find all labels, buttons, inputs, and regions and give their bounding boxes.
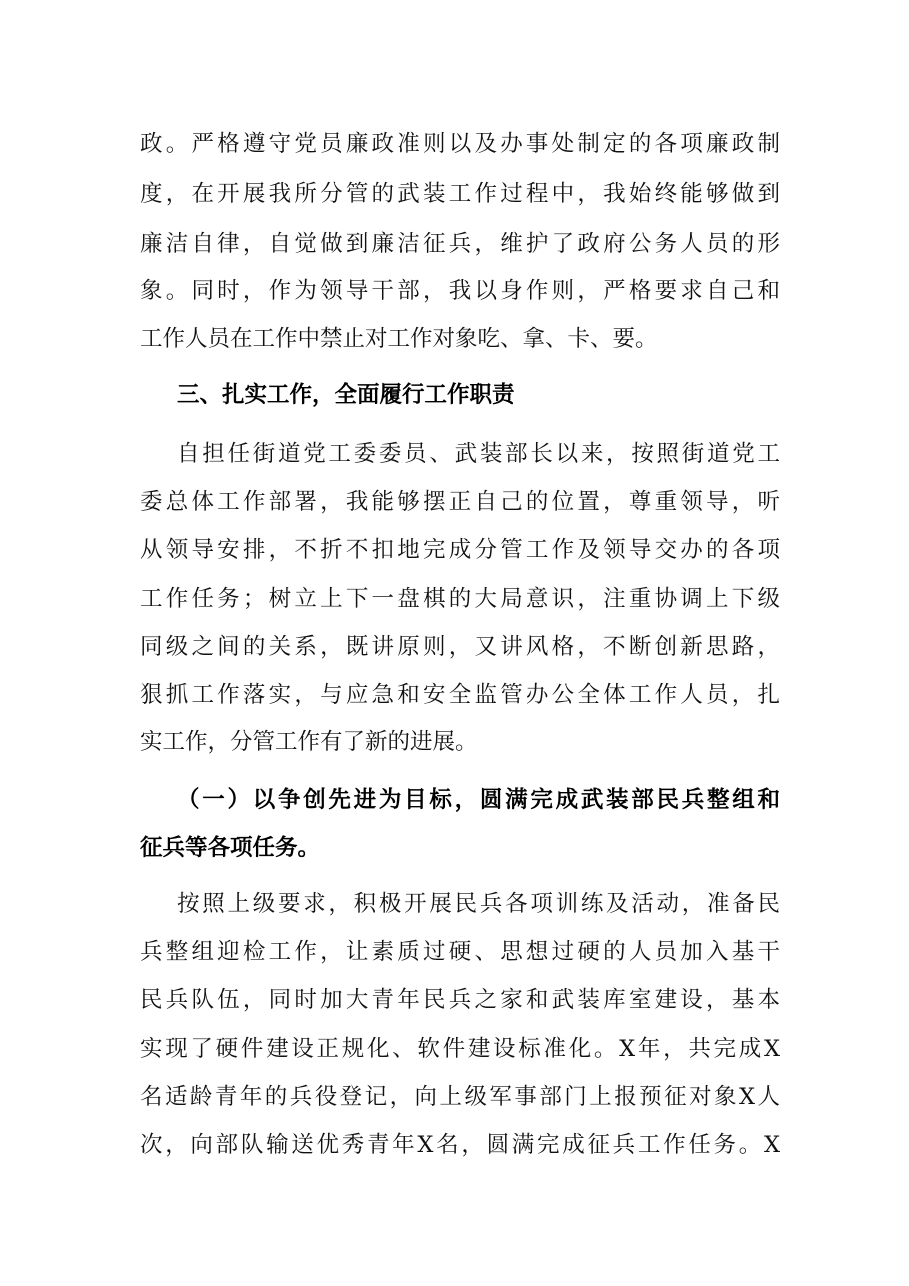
paragraph-line: 兵整组迎检工作，让素质过硬、思想过硬的人员加入基干	[140, 939, 780, 965]
subsection-heading: 征兵等各项任务。	[140, 835, 321, 861]
paragraph-line: 政。严格遵守党员廉政准则以及办事处制定的各项廉政制	[140, 131, 780, 157]
paragraph-line: 工作任务；树立上下一盘棋的大局意识，注重协调上下级	[140, 586, 780, 612]
paragraph-line: 从领导安排，不折不扣地完成分管工作及领导交办的各项	[140, 537, 780, 563]
paragraph-line: 委总体工作部署，我能够摆正自己的位置，尊重领导，听	[140, 489, 780, 515]
paragraph-line: 象。同时，作为领导干部，我以身作则，严格要求自己和	[140, 278, 780, 304]
paragraph-line: 廉洁自律，自觉做到廉洁征兵，维护了政府公务人员的形	[140, 231, 780, 257]
paragraph-line: 次，向部队输送优秀青年X名，圆满完成征兵工作任务。X	[140, 1132, 780, 1158]
paragraph-line: 民兵队伍，同时加大青年民兵之家和武装库室建设，基本	[140, 987, 780, 1013]
paragraph-line: 狠抓工作落实，与应急和安全监管办公全体工作人员，扎	[140, 682, 780, 708]
paragraph-line: 度，在开展我所分管的武装工作过程中，我始终能够做到	[140, 181, 780, 207]
paragraph-line: 按照上级要求，积极开展民兵各项训练及活动，准备民	[177, 891, 780, 917]
paragraph-line: 工作人员在工作中禁止对工作对象吃、拿、卡、要。	[140, 326, 658, 352]
section-heading: 三、扎实工作，全面履行工作职责	[177, 382, 515, 408]
subsection-heading: （一）以争创先进为目标，圆满完成武装部民兵整组和	[177, 787, 780, 813]
paragraph-line: 同级之间的关系，既讲原则，又讲风格，不断创新思路，	[140, 634, 780, 660]
paragraph-line: 自担任街道党工委委员、武装部长以来，按照街道党工	[177, 441, 780, 467]
paragraph-line: 实工作，分管工作有了新的进展。	[140, 729, 478, 755]
paragraph-line: 名适龄青年的兵役登记，向上级军事部门上报预征对象X人	[140, 1084, 780, 1110]
paragraph-line: 实现了硬件建设正规化、软件建设标准化。X年，共完成X	[140, 1036, 780, 1062]
